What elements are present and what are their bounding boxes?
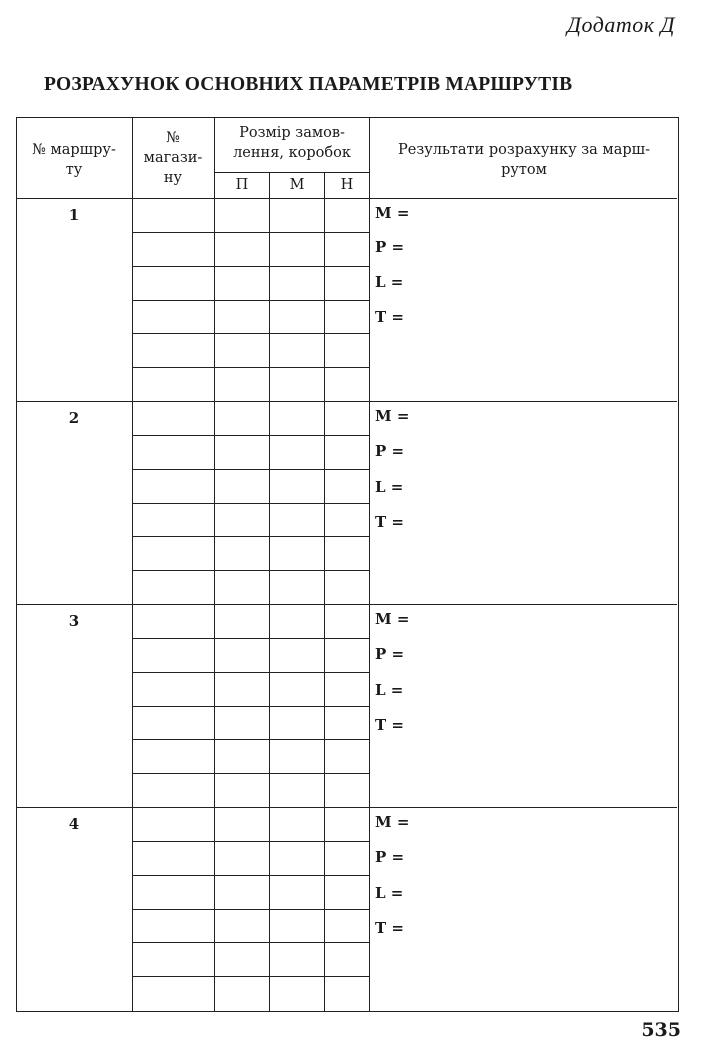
shop-row-line bbox=[132, 841, 369, 842]
route-2-l: L = bbox=[375, 478, 404, 496]
grid-vline bbox=[369, 118, 370, 1011]
routes-table bbox=[16, 117, 679, 1012]
route-4-p: P = bbox=[375, 848, 405, 866]
header-results bbox=[370, 140, 678, 180]
shop-row-line bbox=[132, 638, 369, 639]
route-number-3: 3 bbox=[68, 612, 80, 630]
route-1-p: P = bbox=[375, 238, 405, 256]
route-2-p: P = bbox=[375, 442, 405, 460]
route-4-m: M = bbox=[375, 813, 410, 831]
grid-vline bbox=[324, 172, 325, 1011]
shop-row-line bbox=[132, 773, 369, 774]
route-1-l: L = bbox=[375, 273, 404, 291]
header-order-size-line1: Розмір замов- bbox=[239, 125, 345, 141]
page-title: РОЗРАХУНОК ОСНОВНИХ ПАРАМЕТРІВ МАРШРУТІВ bbox=[44, 74, 573, 95]
shop-row-line bbox=[132, 739, 369, 740]
route-3-m: M = bbox=[375, 610, 410, 628]
route-3-t: T = bbox=[375, 716, 404, 734]
header-order-size-line2: лення, коробок bbox=[233, 145, 351, 161]
grid-vline bbox=[132, 118, 133, 1011]
route-4-l: L = bbox=[375, 884, 404, 902]
shop-row-line bbox=[132, 300, 369, 301]
route-3-l: L = bbox=[375, 681, 404, 699]
header-shop-no-line1: № bbox=[166, 130, 180, 146]
route-separator bbox=[17, 807, 677, 808]
grid-hline bbox=[17, 198, 677, 199]
grid-hline bbox=[214, 172, 369, 173]
shop-row-line bbox=[132, 232, 369, 233]
shop-row-line bbox=[132, 672, 369, 673]
route-3-p: P = bbox=[375, 645, 405, 663]
shop-row-line bbox=[132, 875, 369, 876]
header-route-no bbox=[17, 140, 131, 180]
route-number-2: 2 bbox=[68, 409, 80, 427]
shop-row-line bbox=[132, 367, 369, 368]
grid-vline bbox=[269, 172, 270, 1011]
header-route-no-line2: ту bbox=[65, 162, 83, 178]
route-2-m: M = bbox=[375, 407, 410, 425]
header-shop-no-line3: ну bbox=[163, 170, 183, 186]
route-separator bbox=[17, 401, 677, 402]
header-size-m: М bbox=[289, 177, 305, 193]
route-1-m: M = bbox=[375, 204, 410, 222]
header-order-size bbox=[215, 123, 369, 163]
shop-row-line bbox=[132, 942, 369, 943]
shop-row-line bbox=[132, 570, 369, 571]
shop-row-line bbox=[132, 536, 369, 537]
page-number: 535 bbox=[641, 1019, 681, 1041]
shop-row-line bbox=[132, 435, 369, 436]
shop-row-line bbox=[132, 909, 369, 910]
header-shop-no bbox=[133, 128, 213, 188]
shop-row-line bbox=[132, 503, 369, 504]
header-route-no-line1: № маршру- bbox=[32, 142, 116, 158]
route-1-t: T = bbox=[375, 308, 404, 326]
grid-vline bbox=[214, 118, 215, 1011]
shop-row-line bbox=[132, 469, 369, 470]
route-number-4: 4 bbox=[68, 815, 80, 833]
shop-row-line bbox=[132, 266, 369, 267]
appendix-label: Додаток Д bbox=[566, 12, 675, 37]
route-separator bbox=[17, 604, 677, 605]
shop-row-line bbox=[132, 333, 369, 334]
shop-row-line bbox=[132, 976, 369, 977]
header-size-p: П bbox=[235, 177, 249, 193]
route-4-t: T = bbox=[375, 919, 404, 937]
header-results-line2: рутом bbox=[501, 162, 547, 178]
header-shop-no-line2: магази- bbox=[143, 150, 203, 166]
header-results-line1: Результати розрахунку за марш- bbox=[397, 142, 650, 158]
header-size-n: Н bbox=[340, 177, 354, 193]
route-2-t: T = bbox=[375, 513, 404, 531]
route-number-1: 1 bbox=[68, 206, 80, 224]
shop-row-line bbox=[132, 706, 369, 707]
